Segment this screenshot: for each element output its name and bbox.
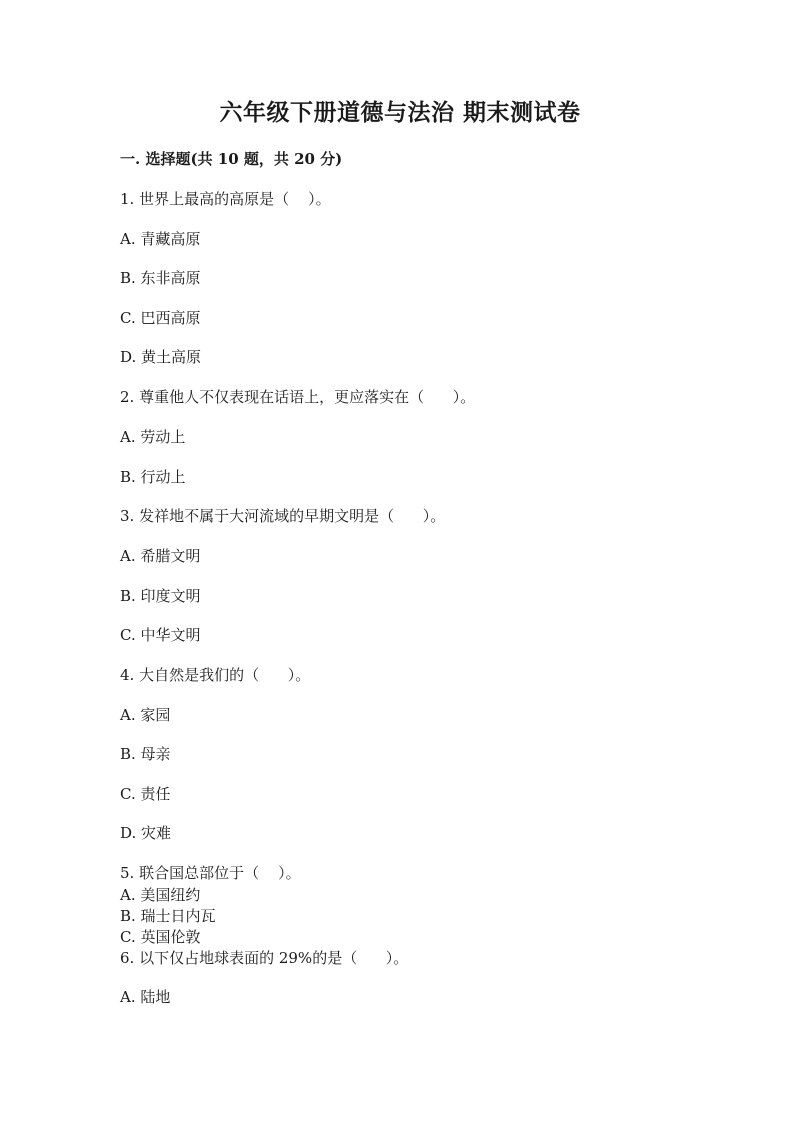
section-heading: 一. 选择题(共 10 题，共 20 分) bbox=[120, 150, 343, 168]
question-1-stem: 1. 世界上最高的高原是（ ）。 bbox=[120, 190, 331, 208]
question-5-stem: 5. 联合国总部位于（ ）。 bbox=[120, 864, 301, 882]
question-4-option-c: C. 责任 bbox=[120, 785, 171, 803]
question-4-option-b: B. 母亲 bbox=[120, 745, 171, 763]
page-title: 六年级下册道德与法治 期末测试卷 bbox=[219, 99, 581, 126]
question-5-option-a: A. 美国纽约 bbox=[120, 886, 201, 904]
question-4-option-d: D. 灾难 bbox=[120, 824, 172, 842]
question-6-stem: 6. 以下仅占地球表面的 29%的是（ ）。 bbox=[120, 949, 409, 967]
question-1-option-b: B. 东非高原 bbox=[120, 269, 201, 287]
question-5-option-c: C. 英国伦敦 bbox=[120, 928, 201, 946]
question-4-option-a: A. 家园 bbox=[120, 706, 171, 724]
question-3-option-a: A. 希腊文明 bbox=[120, 547, 201, 565]
question-6-option-a: A. 陆地 bbox=[120, 988, 171, 1006]
question-1-option-d: D. 黄土高原 bbox=[120, 348, 202, 366]
question-4-stem: 4. 大自然是我们的（ ）。 bbox=[120, 666, 311, 684]
question-2-option-b: B. 行动上 bbox=[120, 468, 186, 486]
question-3-option-c: C. 中华文明 bbox=[120, 626, 201, 644]
question-3-option-b: B. 印度文明 bbox=[120, 587, 201, 605]
question-2-stem: 2. 尊重他人不仅表现在话语上，更应落实在（ ）。 bbox=[120, 388, 476, 406]
question-5-option-b: B. 瑞士日内瓦 bbox=[120, 907, 216, 925]
question-2-option-a: A. 劳动上 bbox=[120, 428, 186, 446]
question-3-stem: 3. 发祥地不属于大河流域的早期文明是（ ）。 bbox=[120, 507, 446, 525]
question-1-option-c: C. 巴西高原 bbox=[120, 309, 201, 327]
question-1-option-a: A. 青藏高原 bbox=[120, 230, 201, 248]
